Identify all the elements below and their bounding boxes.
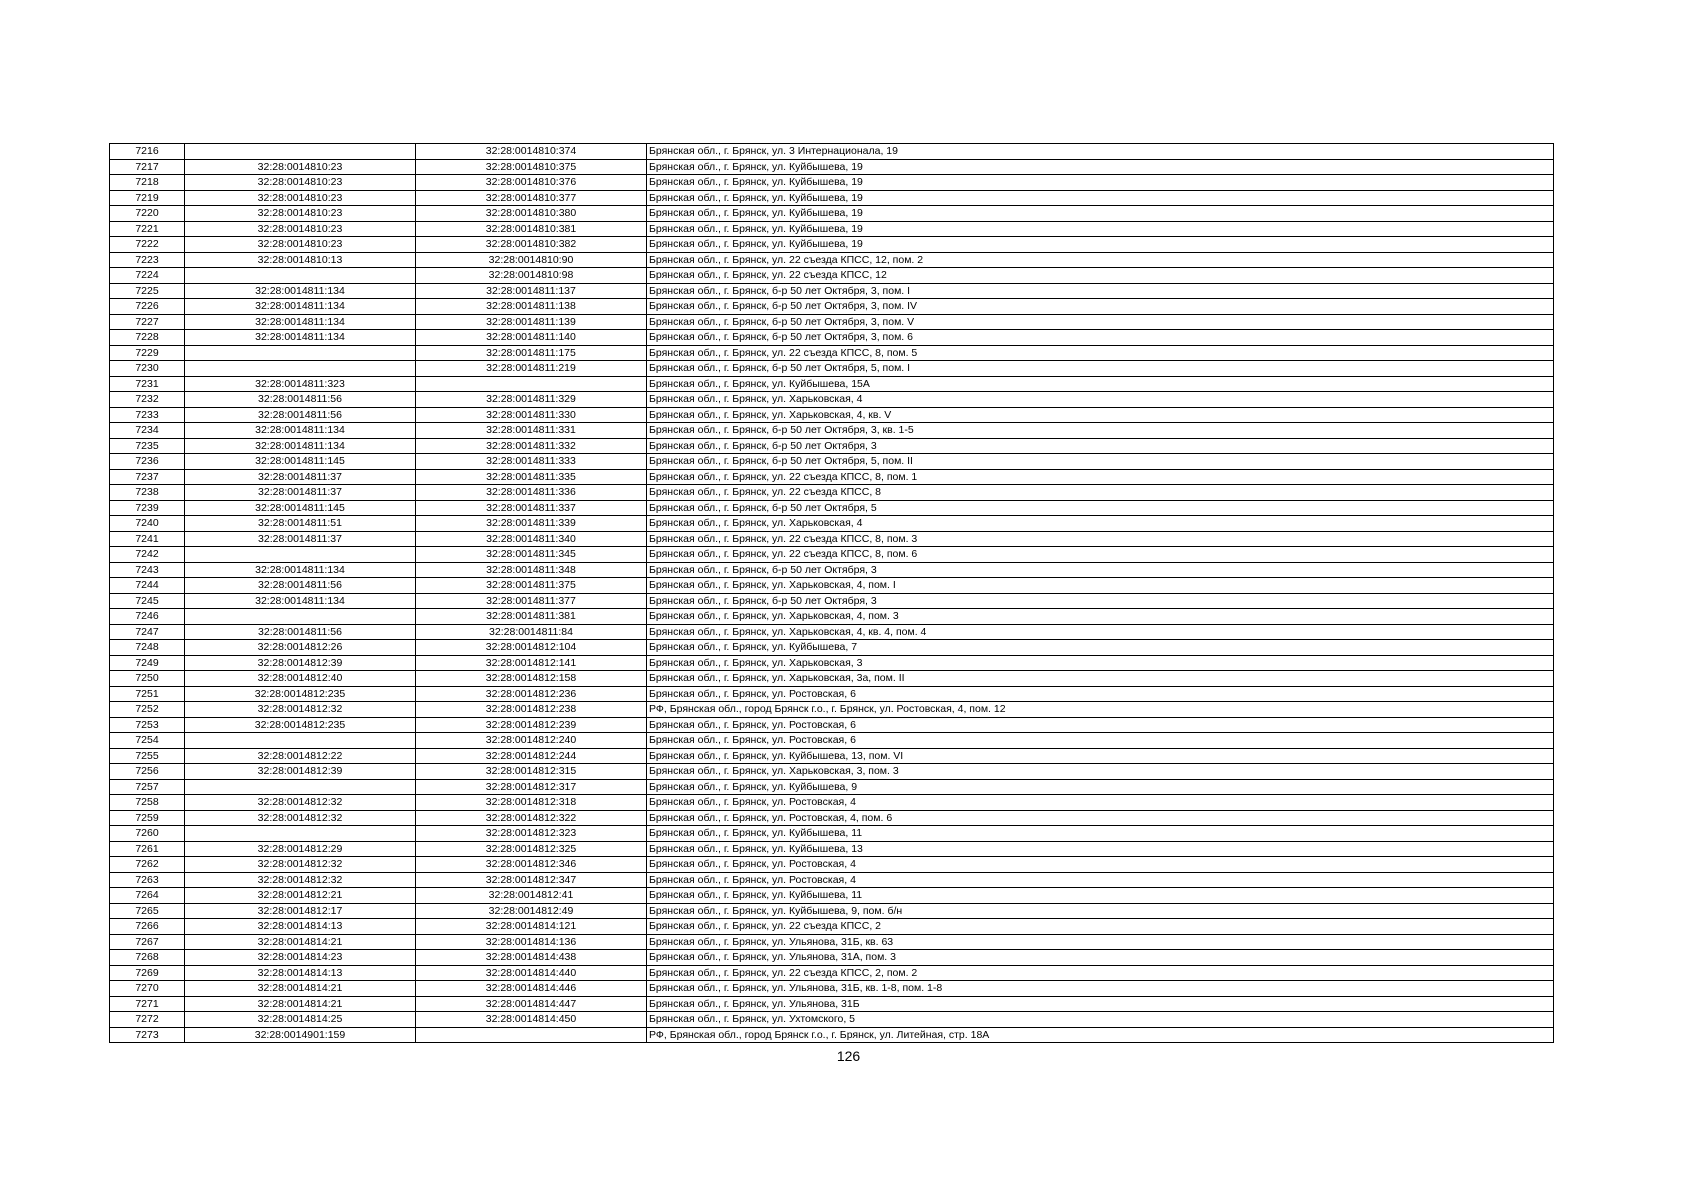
table-row — [110, 593, 1554, 609]
row-number-cell: 7234 — [110, 423, 185, 439]
table-row — [110, 376, 1554, 392]
address-cell: Брянская обл., г. Брянск, ул. Куйбышева, 13 — [647, 841, 1554, 857]
address-cell: Брянская обл., г. Брянск, ул. 22 съезда КПСС, 8, пом. 5 — [647, 345, 1554, 361]
cadastral-number-cell: 32:28:0014810:376 — [416, 175, 647, 191]
cadastral-number-cell: 32:28:0014812:315 — [416, 764, 647, 780]
row-number-cell: 7253 — [110, 717, 185, 733]
address-cell: Брянская обл., г. Брянск, ул. Куйбышева, 19 — [647, 175, 1554, 191]
parent-cadastral-number-cell: 32:28:0014812:29 — [185, 841, 416, 857]
table-row — [110, 841, 1554, 857]
cadastral-number-cell: 32:28:0014812:158 — [416, 671, 647, 687]
parent-cadastral-number-cell: 32:28:0014811:323 — [185, 376, 416, 392]
parent-cadastral-number-cell: 32:28:0014810:23 — [185, 175, 416, 191]
row-number-cell: 7244 — [110, 578, 185, 594]
parent-cadastral-number-cell: 32:28:0014812:32 — [185, 857, 416, 873]
row-number-cell: 7251 — [110, 686, 185, 702]
parent-cadastral-number-cell: 32:28:0014812:32 — [185, 872, 416, 888]
table-row — [110, 237, 1554, 253]
parent-cadastral-number-cell: 32:28:0014812:40 — [185, 671, 416, 687]
table-row — [110, 950, 1554, 966]
address-cell: Брянская обл., г. Брянск, ул. Куйбышева, 15А — [647, 376, 1554, 392]
parent-cadastral-number-cell: 32:28:0014812:26 — [185, 640, 416, 656]
cadastral-number-cell: 32:28:0014812:236 — [416, 686, 647, 702]
table-row — [110, 888, 1554, 904]
cadastral-number-cell: 32:28:0014812:323 — [416, 826, 647, 842]
table-row — [110, 686, 1554, 702]
cadastral-number-cell: 32:28:0014810:374 — [416, 144, 647, 160]
address-cell: Брянская обл., г. Брянск, ул. 22 съезда КПСС, 8, пом. 1 — [647, 469, 1554, 485]
address-cell: Брянская обл., г. Брянск, ул. Харьковская, 3 — [647, 655, 1554, 671]
address-cell: Брянская обл., г. Брянск, б-р 50 лет Октября, 3, пом. V — [647, 314, 1554, 330]
row-number-cell: 7236 — [110, 454, 185, 470]
row-number-cell: 7264 — [110, 888, 185, 904]
parent-cadastral-number-cell: 32:28:0014812:39 — [185, 764, 416, 780]
table-row — [110, 655, 1554, 671]
table-row — [110, 671, 1554, 687]
row-number-cell: 7273 — [110, 1027, 185, 1043]
row-number-cell: 7260 — [110, 826, 185, 842]
table-row — [110, 407, 1554, 423]
table-row — [110, 1027, 1554, 1043]
address-cell: Брянская обл., г. Брянск, ул. Куйбышева, 19 — [647, 159, 1554, 175]
table-row — [110, 438, 1554, 454]
address-cell: Брянская обл., г. Брянск, ул. Харьковская, 3а, пом. II — [647, 671, 1554, 687]
cadastral-number-cell: 32:28:0014811:137 — [416, 283, 647, 299]
table-row — [110, 857, 1554, 873]
parent-cadastral-number-cell: 32:28:0014814:21 — [185, 981, 416, 997]
cadastral-number-cell: 32:28:0014811:375 — [416, 578, 647, 594]
table-row — [110, 144, 1554, 160]
parent-cadastral-number-cell: 32:28:0014811:145 — [185, 454, 416, 470]
address-cell: Брянская обл., г. Брянск, ул. Харьковская, 4, пом. I — [647, 578, 1554, 594]
cadastral-number-cell: 32:28:0014810:377 — [416, 190, 647, 206]
address-cell: Брянская обл., г. Брянск, ул. Куйбышева, 11 — [647, 826, 1554, 842]
cadastral-number-cell: 32:28:0014814:446 — [416, 981, 647, 997]
cadastral-number-cell: 32:28:0014811:337 — [416, 500, 647, 516]
row-number-cell: 7247 — [110, 624, 185, 640]
address-cell: Брянская обл., г. Брянск, ул. Ульянова, 31А, пом. 3 — [647, 950, 1554, 966]
table-row — [110, 826, 1554, 842]
address-cell: Брянская обл., г. Брянск, ул. Ростовская, 6 — [647, 733, 1554, 749]
cadastral-number-cell: 32:28:0014811:140 — [416, 330, 647, 346]
parent-cadastral-number-cell: 32:28:0014810:23 — [185, 190, 416, 206]
parent-cadastral-number-cell: 32:28:0014812:39 — [185, 655, 416, 671]
row-number-cell: 7268 — [110, 950, 185, 966]
parent-cadastral-number-cell: 32:28:0014814:23 — [185, 950, 416, 966]
table-row — [110, 609, 1554, 625]
parent-cadastral-number-cell: 32:28:0014811:134 — [185, 593, 416, 609]
cadastral-number-cell: 32:28:0014812:240 — [416, 733, 647, 749]
address-cell: Брянская обл., г. Брянск, ул. Ульянова, 31Б, кв. 1-8, пом. 1-8 — [647, 981, 1554, 997]
table-row — [110, 1012, 1554, 1028]
parent-cadastral-number-cell: 32:28:0014812:32 — [185, 795, 416, 811]
row-number-cell: 7233 — [110, 407, 185, 423]
address-cell: Брянская обл., г. Брянск, б-р 50 лет Октября, 3 — [647, 593, 1554, 609]
cadastral-number-cell: 32:28:0014811:381 — [416, 609, 647, 625]
row-number-cell: 7269 — [110, 965, 185, 981]
row-number-cell: 7248 — [110, 640, 185, 656]
parent-cadastral-number-cell: 32:28:0014811:56 — [185, 407, 416, 423]
table-row — [110, 500, 1554, 516]
table-row — [110, 283, 1554, 299]
address-cell: Брянская обл., г. Брянск, б-р 50 лет Октября, 3, кв. 1-5 — [647, 423, 1554, 439]
table-row — [110, 624, 1554, 640]
parent-cadastral-number-cell — [185, 733, 416, 749]
row-number-cell: 7241 — [110, 531, 185, 547]
table-row — [110, 206, 1554, 222]
table-row — [110, 190, 1554, 206]
row-number-cell: 7267 — [110, 934, 185, 950]
address-cell: Брянская обл., г. Брянск, ул. Куйбышева, 9 — [647, 779, 1554, 795]
parent-cadastral-number-cell: 32:28:0014812:32 — [185, 810, 416, 826]
address-cell: Брянская обл., г. Брянск, б-р 50 лет Октября, 3, пом. 6 — [647, 330, 1554, 346]
row-number-cell: 7227 — [110, 314, 185, 330]
cadastral-number-cell: 32:28:0014811:138 — [416, 299, 647, 315]
cadastral-number-cell: 32:28:0014812:244 — [416, 748, 647, 764]
table-row — [110, 547, 1554, 563]
table-row — [110, 872, 1554, 888]
parent-cadastral-number-cell: 32:28:0014812:235 — [185, 686, 416, 702]
cadastral-number-cell: 32:28:0014811:219 — [416, 361, 647, 377]
parent-cadastral-number-cell: 32:28:0014814:21 — [185, 996, 416, 1012]
address-cell: Брянская обл., г. Брянск, ул. Харьковская, 4 — [647, 392, 1554, 408]
row-number-cell: 7242 — [110, 547, 185, 563]
row-number-cell: 7243 — [110, 562, 185, 578]
table-row — [110, 903, 1554, 919]
parent-cadastral-number-cell — [185, 144, 416, 160]
cadastral-number-cell: 32:28:0014811:335 — [416, 469, 647, 485]
row-number-cell: 7216 — [110, 144, 185, 160]
address-cell: Брянская обл., г. Брянск, ул. Куйбышева, 19 — [647, 190, 1554, 206]
parent-cadastral-number-cell: 32:28:0014811:134 — [185, 299, 416, 315]
parent-cadastral-number-cell: 32:28:0014811:145 — [185, 500, 416, 516]
table-row — [110, 717, 1554, 733]
row-number-cell: 7239 — [110, 500, 185, 516]
address-cell: Брянская обл., г. Брянск, ул. 3 Интернационала, 19 — [647, 144, 1554, 160]
address-cell: Брянская обл., г. Брянск, ул. 22 съезда КПСС, 12, пом. 2 — [647, 252, 1554, 268]
cadastral-number-cell: 32:28:0014812:346 — [416, 857, 647, 873]
table-row — [110, 485, 1554, 501]
table-row — [110, 764, 1554, 780]
table-row — [110, 330, 1554, 346]
cadastral-number-cell: 32:28:0014814:136 — [416, 934, 647, 950]
cadastral-number-cell: 32:28:0014811:329 — [416, 392, 647, 408]
address-cell: Брянская обл., г. Брянск, ул. Куйбышева, 9, пом. б/н — [647, 903, 1554, 919]
parent-cadastral-number-cell: 32:28:0014811:37 — [185, 485, 416, 501]
table-row — [110, 748, 1554, 764]
table-row — [110, 810, 1554, 826]
row-number-cell: 7231 — [110, 376, 185, 392]
address-cell: РФ, Брянская обл., город Брянск г.о., г. Брянск, ул. Литейная, стр. 18А — [647, 1027, 1554, 1043]
table-row — [110, 221, 1554, 237]
parent-cadastral-number-cell — [185, 826, 416, 842]
cadastral-number-cell: 32:28:0014811:340 — [416, 531, 647, 547]
address-cell: Брянская обл., г. Брянск, ул. 22 съезда КПСС, 12 — [647, 268, 1554, 284]
parent-cadastral-number-cell: 32:28:0014814:21 — [185, 934, 416, 950]
cadastral-number-cell — [416, 376, 647, 392]
parent-cadastral-number-cell — [185, 361, 416, 377]
cadastral-number-cell — [416, 1027, 647, 1043]
cadastral-number-cell: 32:28:0014811:330 — [416, 407, 647, 423]
table-row — [110, 934, 1554, 950]
address-cell: Брянская обл., г. Брянск, ул. 22 съезда КПСС, 8 — [647, 485, 1554, 501]
page-number: 126 — [836, 1048, 861, 1064]
cadastral-number-cell: 32:28:0014811:84 — [416, 624, 647, 640]
cadastral-number-cell: 32:28:0014812:317 — [416, 779, 647, 795]
address-cell: Брянская обл., г. Брянск, ул. Харьковская, 3, пом. 3 — [647, 764, 1554, 780]
address-cell: Брянская обл., г. Брянск, ул. Харьковская, 4, кв. 4, пом. 4 — [647, 624, 1554, 640]
row-number-cell: 7261 — [110, 841, 185, 857]
cadastral-number-cell: 32:28:0014812:239 — [416, 717, 647, 733]
address-cell: Брянская обл., г. Брянск, б-р 50 лет Октября, 5, пом. II — [647, 454, 1554, 470]
parent-cadastral-number-cell: 32:28:0014811:56 — [185, 392, 416, 408]
cadastral-number-cell: 32:28:0014811:332 — [416, 438, 647, 454]
parent-cadastral-number-cell — [185, 268, 416, 284]
cadastral-number-cell: 32:28:0014811:345 — [416, 547, 647, 563]
table-row — [110, 981, 1554, 997]
row-number-cell: 7265 — [110, 903, 185, 919]
table-row — [110, 702, 1554, 718]
row-number-cell: 7266 — [110, 919, 185, 935]
parent-cadastral-number-cell — [185, 345, 416, 361]
row-number-cell: 7263 — [110, 872, 185, 888]
table-row — [110, 996, 1554, 1012]
table-row — [110, 423, 1554, 439]
parent-cadastral-number-cell: 32:28:0014811:134 — [185, 314, 416, 330]
address-cell: Брянская обл., г. Брянск, ул. Куйбышева, 7 — [647, 640, 1554, 656]
row-number-cell: 7259 — [110, 810, 185, 826]
address-cell: Брянская обл., г. Брянск, ул. 22 съезда КПСС, 2, пом. 2 — [647, 965, 1554, 981]
table-row — [110, 733, 1554, 749]
table-row — [110, 252, 1554, 268]
address-cell: Брянская обл., г. Брянск, ул. Харьковская, 4, пом. 3 — [647, 609, 1554, 625]
row-number-cell: 7257 — [110, 779, 185, 795]
row-number-cell: 7232 — [110, 392, 185, 408]
parent-cadastral-number-cell: 32:28:0014812:21 — [185, 888, 416, 904]
address-cell: Брянская обл., г. Брянск, б-р 50 лет Октября, 5 — [647, 500, 1554, 516]
parent-cadastral-number-cell: 32:28:0014810:23 — [185, 237, 416, 253]
table-row — [110, 469, 1554, 485]
table-row — [110, 578, 1554, 594]
address-cell: Брянская обл., г. Брянск, ул. Харьковская, 4, кв. V — [647, 407, 1554, 423]
table-row — [110, 795, 1554, 811]
cadastral-number-cell: 32:28:0014812:325 — [416, 841, 647, 857]
address-cell: Брянская обл., г. Брянск, ул. Харьковская, 4 — [647, 516, 1554, 532]
address-cell: Брянская обл., г. Брянск, б-р 50 лет Октября, 3, пом. IV — [647, 299, 1554, 315]
address-cell: Брянская обл., г. Брянск, ул. 22 съезда КПСС, 8, пом. 3 — [647, 531, 1554, 547]
parent-cadastral-number-cell: 32:28:0014811:134 — [185, 423, 416, 439]
parent-cadastral-number-cell: 32:28:0014811:134 — [185, 438, 416, 454]
cadastral-number-cell: 32:28:0014811:175 — [416, 345, 647, 361]
cadastral-number-cell: 32:28:0014810:381 — [416, 221, 647, 237]
row-number-cell: 7240 — [110, 516, 185, 532]
table-row — [110, 965, 1554, 981]
cadastral-number-cell: 32:28:0014810:90 — [416, 252, 647, 268]
cadastral-number-cell: 32:28:0014814:121 — [416, 919, 647, 935]
table-row — [110, 268, 1554, 284]
row-number-cell: 7249 — [110, 655, 185, 671]
parent-cadastral-number-cell: 32:28:0014812:17 — [185, 903, 416, 919]
row-number-cell: 7225 — [110, 283, 185, 299]
row-number-cell: 7228 — [110, 330, 185, 346]
table-row — [110, 361, 1554, 377]
cadastral-number-cell: 32:28:0014812:104 — [416, 640, 647, 656]
row-number-cell: 7230 — [110, 361, 185, 377]
parent-cadastral-number-cell: 32:28:0014811:37 — [185, 531, 416, 547]
parent-cadastral-number-cell: 32:28:0014810:23 — [185, 159, 416, 175]
table-row — [110, 562, 1554, 578]
parent-cadastral-number-cell: 32:28:0014811:56 — [185, 578, 416, 594]
table-row — [110, 779, 1554, 795]
cadastral-table — [109, 143, 1554, 1043]
row-number-cell: 7222 — [110, 237, 185, 253]
parent-cadastral-number-cell — [185, 547, 416, 563]
row-number-cell: 7271 — [110, 996, 185, 1012]
table-row — [110, 345, 1554, 361]
table-row — [110, 531, 1554, 547]
address-cell: Брянская обл., г. Брянск, ул. Ростовская, 4 — [647, 872, 1554, 888]
parent-cadastral-number-cell: 32:28:0014814:25 — [185, 1012, 416, 1028]
address-cell: Брянская обл., г. Брянск, ул. 22 съезда КПСС, 2 — [647, 919, 1554, 935]
row-number-cell: 7218 — [110, 175, 185, 191]
row-number-cell: 7270 — [110, 981, 185, 997]
cadastral-number-cell: 32:28:0014811:339 — [416, 516, 647, 532]
parent-cadastral-number-cell — [185, 779, 416, 795]
cadastral-number-cell: 32:28:0014812:41 — [416, 888, 647, 904]
row-number-cell: 7235 — [110, 438, 185, 454]
cadastral-number-cell: 32:28:0014810:382 — [416, 237, 647, 253]
row-number-cell: 7252 — [110, 702, 185, 718]
cadastral-number-cell: 32:28:0014811:139 — [416, 314, 647, 330]
parent-cadastral-number-cell: 32:28:0014811:51 — [185, 516, 416, 532]
address-cell: Брянская обл., г. Брянск, ул. 22 съезда КПСС, 8, пом. 6 — [647, 547, 1554, 563]
address-cell: Брянская обл., г. Брянск, ул. Куйбышева, 19 — [647, 237, 1554, 253]
address-cell: Брянская обл., г. Брянск, ул. Ростовская, 4 — [647, 795, 1554, 811]
address-cell: Брянская обл., г. Брянск, ул. Ростовская, 4, пом. 6 — [647, 810, 1554, 826]
table-row — [110, 516, 1554, 532]
address-cell: Брянская обл., г. Брянск, б-р 50 лет Октября, 3, пом. I — [647, 283, 1554, 299]
cadastral-number-cell: 32:28:0014811:331 — [416, 423, 647, 439]
row-number-cell: 7245 — [110, 593, 185, 609]
row-number-cell: 7254 — [110, 733, 185, 749]
row-number-cell: 7223 — [110, 252, 185, 268]
parent-cadastral-number-cell: 32:28:0014811:134 — [185, 283, 416, 299]
parent-cadastral-number-cell: 32:28:0014814:13 — [185, 965, 416, 981]
row-number-cell: 7224 — [110, 268, 185, 284]
row-number-cell: 7246 — [110, 609, 185, 625]
cadastral-number-cell: 32:28:0014811:348 — [416, 562, 647, 578]
cadastral-number-cell: 32:28:0014814:438 — [416, 950, 647, 966]
row-number-cell: 7220 — [110, 206, 185, 222]
table-body — [110, 144, 1554, 1043]
parent-cadastral-number-cell: 32:28:0014810:13 — [185, 252, 416, 268]
address-cell: Брянская обл., г. Брянск, ул. Ростовская, 6 — [647, 717, 1554, 733]
row-number-cell: 7237 — [110, 469, 185, 485]
table-row — [110, 159, 1554, 175]
parent-cadastral-number-cell: 32:28:0014812:32 — [185, 702, 416, 718]
table-row — [110, 640, 1554, 656]
row-number-cell: 7217 — [110, 159, 185, 175]
cadastral-number-cell: 32:28:0014812:318 — [416, 795, 647, 811]
row-number-cell: 7262 — [110, 857, 185, 873]
cadastral-number-cell: 32:28:0014811:333 — [416, 454, 647, 470]
address-cell: РФ, Брянская обл., город Брянск г.о., г. Брянск, ул. Ростовская, 4, пом. 12 — [647, 702, 1554, 718]
address-cell: Брянская обл., г. Брянск, ул. Ульянова, 31Б — [647, 996, 1554, 1012]
cadastral-number-cell: 32:28:0014812:141 — [416, 655, 647, 671]
parent-cadastral-number-cell: 32:28:0014811:134 — [185, 562, 416, 578]
address-cell: Брянская обл., г. Брянск, б-р 50 лет Октября, 5, пом. I — [647, 361, 1554, 377]
address-cell: Брянская обл., г. Брянск, ул. Куйбышева, 13, пом. VI — [647, 748, 1554, 764]
cadastral-number-cell: 32:28:0014810:380 — [416, 206, 647, 222]
table-row — [110, 392, 1554, 408]
address-cell: Брянская обл., г. Брянск, ул. Ростовская, 4 — [647, 857, 1554, 873]
parent-cadastral-number-cell: 32:28:0014811:134 — [185, 330, 416, 346]
address-cell: Брянская обл., г. Брянск, ул. Ульянова, 31Б, кв. 63 — [647, 934, 1554, 950]
table-row — [110, 919, 1554, 935]
row-number-cell: 7258 — [110, 795, 185, 811]
parent-cadastral-number-cell: 32:28:0014812:235 — [185, 717, 416, 733]
address-cell: Брянская обл., г. Брянск, ул. Куйбышева, 19 — [647, 206, 1554, 222]
table-row — [110, 314, 1554, 330]
row-number-cell: 7221 — [110, 221, 185, 237]
row-number-cell: 7226 — [110, 299, 185, 315]
parent-cadastral-number-cell: 32:28:0014811:37 — [185, 469, 416, 485]
row-number-cell: 7229 — [110, 345, 185, 361]
cadastral-number-cell: 32:28:0014812:347 — [416, 872, 647, 888]
table-row — [110, 175, 1554, 191]
cadastral-number-cell: 32:28:0014812:49 — [416, 903, 647, 919]
cadastral-number-cell: 32:28:0014812:238 — [416, 702, 647, 718]
row-number-cell: 7219 — [110, 190, 185, 206]
cadastral-number-cell: 32:28:0014814:450 — [416, 1012, 647, 1028]
address-cell: Брянская обл., г. Брянск, ул. Ростовская, 6 — [647, 686, 1554, 702]
parent-cadastral-number-cell: 32:28:0014812:22 — [185, 748, 416, 764]
parent-cadastral-number-cell: 32:28:0014901:159 — [185, 1027, 416, 1043]
address-cell: Брянская обл., г. Брянск, ул. Куйбышева, 19 — [647, 221, 1554, 237]
parent-cadastral-number-cell: 32:28:0014810:23 — [185, 221, 416, 237]
row-number-cell: 7255 — [110, 748, 185, 764]
address-cell: Брянская обл., г. Брянск, б-р 50 лет Октября, 3 — [647, 438, 1554, 454]
cadastral-number-cell: 32:28:0014811:377 — [416, 593, 647, 609]
table-row — [110, 454, 1554, 470]
cadastral-number-cell: 32:28:0014814:447 — [416, 996, 647, 1012]
cadastral-number-cell: 32:28:0014812:322 — [416, 810, 647, 826]
parent-cadastral-number-cell: 32:28:0014811:56 — [185, 624, 416, 640]
cadastral-number-cell: 32:28:0014814:440 — [416, 965, 647, 981]
cadastral-number-cell: 32:28:0014810:98 — [416, 268, 647, 284]
cadastral-number-cell: 32:28:0014810:375 — [416, 159, 647, 175]
row-number-cell: 7272 — [110, 1012, 185, 1028]
address-cell: Брянская обл., г. Брянск, ул. Ухтомского, 5 — [647, 1012, 1554, 1028]
cadastral-number-cell: 32:28:0014811:336 — [416, 485, 647, 501]
row-number-cell: 7256 — [110, 764, 185, 780]
parent-cadastral-number-cell: 32:28:0014814:13 — [185, 919, 416, 935]
table-row — [110, 299, 1554, 315]
parent-cadastral-number-cell: 32:28:0014810:23 — [185, 206, 416, 222]
address-cell: Брянская обл., г. Брянск, ул. Куйбышева, 11 — [647, 888, 1554, 904]
row-number-cell: 7250 — [110, 671, 185, 687]
row-number-cell: 7238 — [110, 485, 185, 501]
address-cell: Брянская обл., г. Брянск, б-р 50 лет Октября, 3 — [647, 562, 1554, 578]
parent-cadastral-number-cell — [185, 609, 416, 625]
